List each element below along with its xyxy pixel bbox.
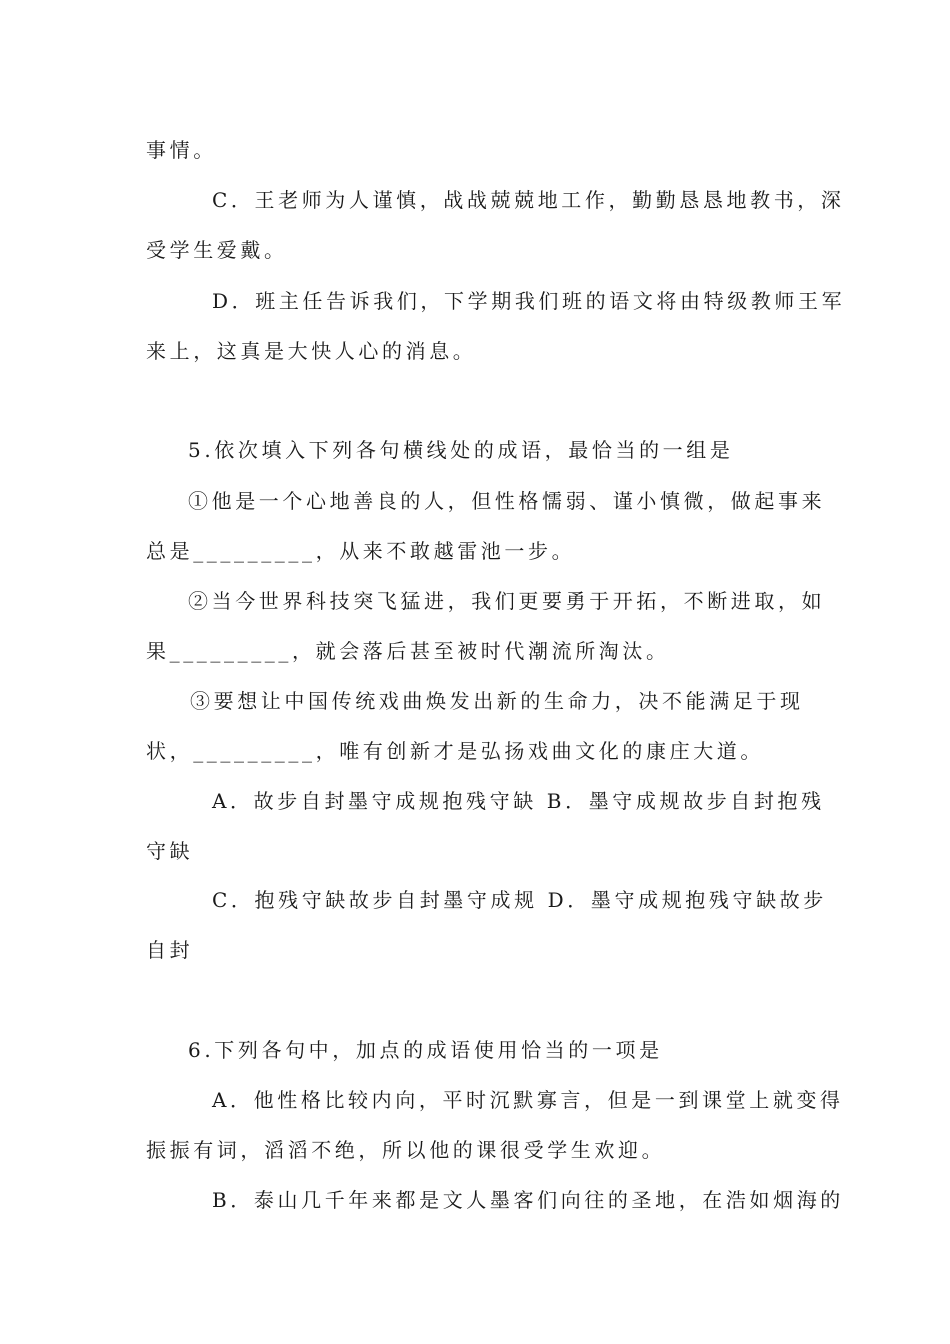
q5-sentence-1-line-1: ①他是一个心地善良的人，但性格懦弱、谨小慎微，做起事来 [188,489,826,513]
q5-sentence-1-line-2: 总是_________，从来不敢越雷池一步。 [146,539,576,563]
q5-options-ab-line-2: 守缺 [146,839,194,863]
option-c-line-2: 受学生爱戴。 [146,238,288,262]
q6-option-a-line-2: 振振有词，滔滔不绝，所以他的课很受学生欢迎。 [146,1138,666,1162]
q5-options-ab-line-1: A．故步自封墨守成规抱残守缺 B．墨守成规故步自封抱残 [212,789,825,813]
option-c-line-1: C．王老师为人谨慎，战战兢兢地工作，勤勤恳恳地教书，深 [212,188,845,212]
option-d-line-2: 来上，这真是大快人心的消息。 [146,339,477,363]
option-d-line-1: D．班主任告诉我们，下学期我们班的语文将由特级教师王军 [212,289,846,313]
question-5-stem: 5.依次填入下列各句横线处的成语，最恰当的一组是 [188,438,734,462]
q6-option-a-line-1: A．他性格比较内向，平时沉默寡言，但是一到课堂上就变得 [212,1088,844,1112]
q5-sentence-3-line-1: ③要想让中国传统戏曲焕发出新的生命力，决不能满足于现 [190,689,804,713]
q5-sentence-2-line-1: ②当今世界科技突飞猛进，我们更要勇于开拓，不断进取，如 [188,589,826,613]
q5-sentence-3-line-2: 状，_________，唯有创新才是弘扬戏曲文化的康庄大道。 [146,739,764,763]
question-6-stem: 6.下列各句中，加点的成语使用恰当的一项是 [188,1038,663,1062]
q5-sentence-2-line-2: 果_________，就会落后甚至被时代潮流所淘汰。 [146,639,670,663]
q5-options-cd-line-1: C．抱残守缺故步自封墨守成规 D．墨守成规抱残守缺故步 [212,888,827,912]
text-line: 事情。 [146,138,217,162]
q6-option-b-line-1: B．泰山几千年来都是文人墨客们向往的圣地，在浩如烟海的 [212,1188,844,1212]
q5-options-cd-line-2: 自封 [146,938,194,962]
